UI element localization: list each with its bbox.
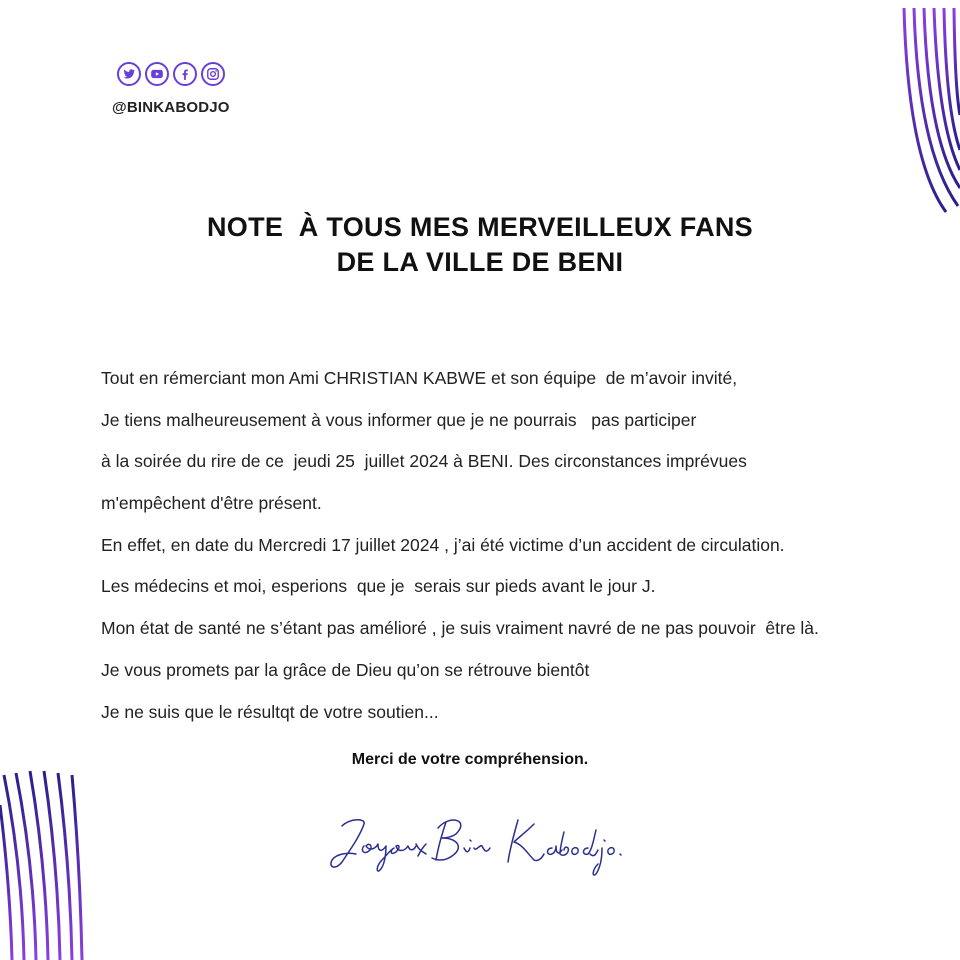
twitter-icon[interactable] [117, 62, 141, 86]
title-line-2: DE LA VILLE DE BENI [336, 247, 624, 277]
body-line: Mon état de santé ne s’étant pas amélioré , je suis vraiment navré de ne pas pouvoir être là. [101, 618, 819, 639]
letter-body [101, 366, 931, 741]
youtube-icon[interactable] [145, 62, 169, 86]
body-line: m'empêchent d'être présent. [101, 493, 322, 514]
body-line: Je ne suis que le résultqt de votre soutien... [101, 701, 439, 722]
body-line: Je tiens malheureusement à vous informer que je ne pourrais pas participer [101, 409, 697, 430]
page-title [0, 210, 960, 280]
body-line: Les médecins et moi, esperions que je serais sur pieds avant le jour J. [101, 576, 656, 597]
instagram-icon[interactable] [201, 62, 225, 86]
body-line: En effet, en date du Mercredi 17 juillet 2024 , j’ai été victime d’un accident de circulation. [101, 534, 785, 555]
social-handle: @BINKABODJO [112, 99, 230, 116]
decorative-stripes-top [860, 0, 960, 215]
signature [320, 808, 630, 878]
decorative-stripes-bottom [0, 765, 92, 960]
closing-thanks: Merci de votre compréhension. [351, 751, 589, 768]
facebook-icon[interactable] [173, 62, 197, 86]
title-line-1: NOTE À TOUS MES MERVEILLEUX FANS [207, 212, 753, 242]
body-line: Tout en rémerciant mon Ami CHRISTIAN KABWE et son équipe de m’avoir invité, [101, 368, 738, 388]
body-line: Je vous promets par la grâce de Dieu qu’on se rétrouve bientôt [101, 659, 590, 680]
body-line: à la soirée du rire de ce jeudi 25 juillet 2024 à BENI. Des circonstances imprévues [101, 451, 747, 472]
social-icons [117, 62, 225, 86]
